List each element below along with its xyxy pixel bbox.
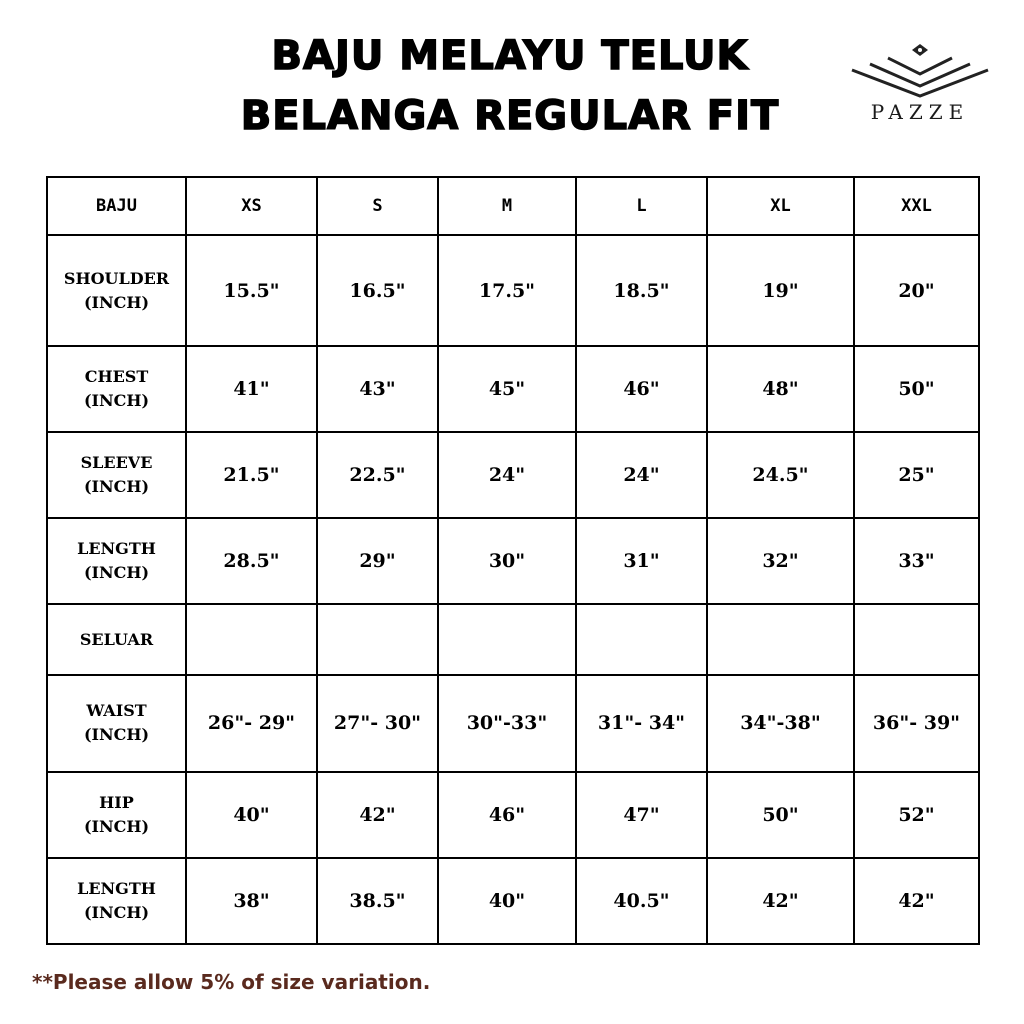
table-cell: 40.5" xyxy=(576,858,707,944)
table-cell: 31"- 34" xyxy=(576,675,707,772)
row-label: HIP (INCH) xyxy=(47,772,186,858)
header-cell: XL xyxy=(707,177,854,235)
table-row xyxy=(47,346,979,432)
table-cell: 30"-33" xyxy=(438,675,576,772)
table-cell: 40" xyxy=(438,858,576,944)
table-cell xyxy=(707,604,854,674)
row-label: SELUAR xyxy=(47,604,186,674)
table-cell: 48" xyxy=(707,346,854,432)
table-row xyxy=(47,432,979,518)
table-cell: 36"- 39" xyxy=(854,675,979,772)
brand-logo xyxy=(848,40,992,130)
table-cell: 42" xyxy=(707,858,854,944)
table-cell: 24" xyxy=(438,432,576,518)
table-cell xyxy=(576,604,707,674)
table-cell xyxy=(186,604,317,674)
table-cell: 19" xyxy=(707,235,854,346)
page-title xyxy=(180,26,840,146)
table-cell: 46" xyxy=(438,772,576,858)
table-cell: 31" xyxy=(576,518,707,604)
table-cell: 43" xyxy=(317,346,438,432)
row-label: SLEEVE (INCH) xyxy=(47,432,186,518)
header-cell: L xyxy=(576,177,707,235)
table-row xyxy=(47,858,979,944)
table-cell: 42" xyxy=(317,772,438,858)
table-cell: 46" xyxy=(576,346,707,432)
table-row xyxy=(47,235,979,346)
table-cell xyxy=(317,604,438,674)
brand-name: PAZZE xyxy=(870,100,970,124)
table-cell: 24" xyxy=(576,432,707,518)
table-cell: 41" xyxy=(186,346,317,432)
header-cell: XS xyxy=(186,177,317,235)
row-label: LENGTH (INCH) xyxy=(47,518,186,604)
size-chart-table xyxy=(46,176,980,945)
row-label: LENGTH (INCH) xyxy=(47,858,186,944)
table-cell: 33" xyxy=(854,518,979,604)
table-cell: 29" xyxy=(317,518,438,604)
table-cell: 21.5" xyxy=(186,432,317,518)
chevron-emblem-icon xyxy=(848,40,992,100)
table-cell: 45" xyxy=(438,346,576,432)
table-cell: 24.5" xyxy=(707,432,854,518)
table-cell: 52" xyxy=(854,772,979,858)
row-label: SHOULDER (INCH) xyxy=(47,235,186,346)
table-row xyxy=(47,675,979,772)
header-cell: M xyxy=(438,177,576,235)
table-cell: 18.5" xyxy=(576,235,707,346)
table-row xyxy=(47,604,979,674)
table-cell: 50" xyxy=(707,772,854,858)
table-cell: 34"-38" xyxy=(707,675,854,772)
header-cell: BAJU xyxy=(47,177,186,235)
header-cell: S xyxy=(317,177,438,235)
table-cell: 38" xyxy=(186,858,317,944)
table-cell: 25" xyxy=(854,432,979,518)
table-cell: 15.5" xyxy=(186,235,317,346)
table-cell: 50" xyxy=(854,346,979,432)
table-cell: 27"- 30" xyxy=(317,675,438,772)
table-cell: 17.5" xyxy=(438,235,576,346)
table-row xyxy=(47,772,979,858)
table-row xyxy=(47,518,979,604)
table-cell: 20" xyxy=(854,235,979,346)
table-cell: 32" xyxy=(707,518,854,604)
table-cell: 28.5" xyxy=(186,518,317,604)
header-cell: XXL xyxy=(854,177,979,235)
table-cell: 30" xyxy=(438,518,576,604)
table-cell xyxy=(438,604,576,674)
title-line-1: BAJU MELAYU TELUK xyxy=(271,33,749,79)
table-cell: 42" xyxy=(854,858,979,944)
table-cell: 40" xyxy=(186,772,317,858)
table-cell: 47" xyxy=(576,772,707,858)
table-cell: 22.5" xyxy=(317,432,438,518)
table-cell: 16.5" xyxy=(317,235,438,346)
header-row xyxy=(47,177,979,235)
table-cell: 38.5" xyxy=(317,858,438,944)
row-label: WAIST (INCH) xyxy=(47,675,186,772)
table-cell xyxy=(854,604,979,674)
title-line-2: BELANGA REGULAR FIT xyxy=(240,93,780,139)
table-cell: 26"- 29" xyxy=(186,675,317,772)
row-label: CHEST (INCH) xyxy=(47,346,186,432)
size-variation-note: **Please allow 5% of size variation. xyxy=(32,970,431,994)
